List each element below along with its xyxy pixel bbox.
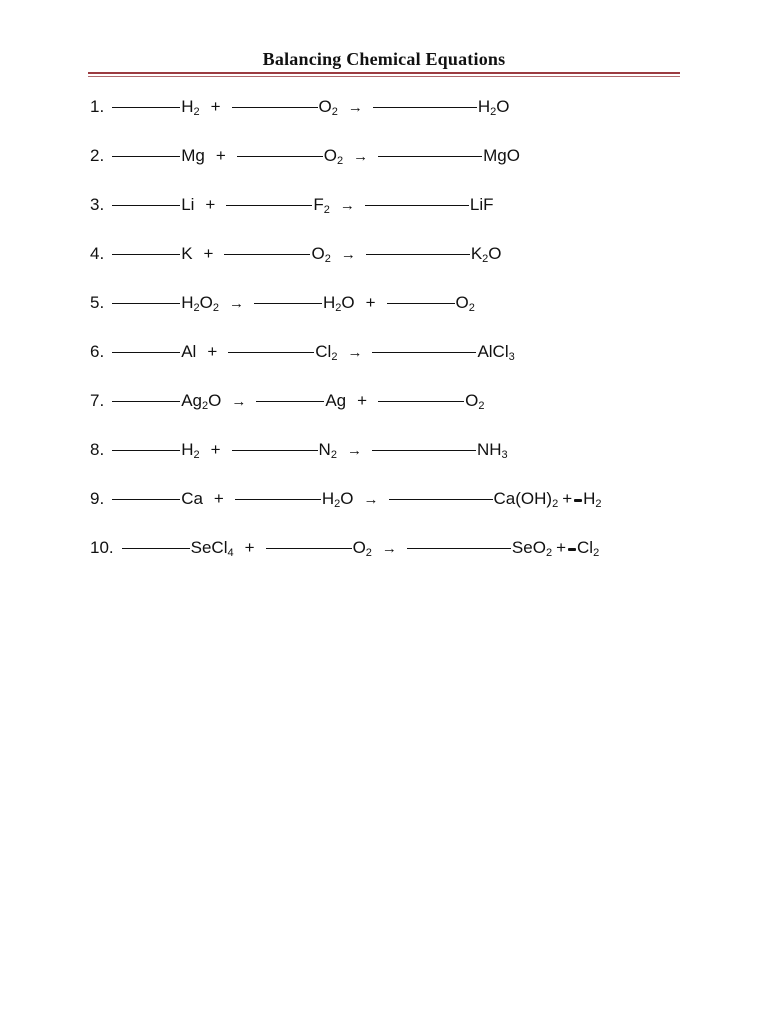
coefficient-blank[interactable] <box>112 107 180 108</box>
arrow-icon: → <box>363 491 379 508</box>
coefficient-blank[interactable] <box>373 107 477 108</box>
plus-sign: + <box>210 440 221 459</box>
formula: K <box>181 244 193 263</box>
coefficient-blank[interactable] <box>365 205 469 206</box>
formula: H <box>477 97 491 116</box>
formula: SeO <box>511 538 546 557</box>
formula: Cl <box>315 342 332 361</box>
formula: N <box>318 440 331 459</box>
formula: K <box>470 244 483 263</box>
coefficient-blank[interactable] <box>232 450 318 451</box>
equation-10: 10. SeCl$_4$ + $O_2 \to SeO_2 + Cl_2$ <box>90 538 600 559</box>
coefficient-blank[interactable] <box>228 352 314 353</box>
formula: NH <box>476 440 502 459</box>
formula: Ca(OH) <box>493 489 553 508</box>
coefficient-blank[interactable] <box>237 156 323 157</box>
formula: F <box>313 195 324 214</box>
arrow-icon: → <box>339 197 355 214</box>
formula: Ag <box>181 391 202 410</box>
equation-number: 7. <box>90 391 105 410</box>
formula: O <box>323 146 337 165</box>
equation-2: 2. $Mg + O_2$ → MgO <box>90 146 520 167</box>
formula: Li <box>181 195 195 214</box>
arrow-icon: → <box>347 344 363 361</box>
coefficient-blank[interactable] <box>256 401 324 402</box>
arrow-icon: → <box>347 99 363 116</box>
formula: Al <box>181 342 197 361</box>
coefficient-blank[interactable] <box>372 450 476 451</box>
coefficient-blank[interactable] <box>232 107 318 108</box>
coefficient-blank[interactable] <box>254 303 322 304</box>
coefficient-blank[interactable] <box>389 499 493 500</box>
formula: H <box>181 293 194 312</box>
equation-7: 7. $Ag_2O \to Ag + O_2$ <box>90 391 485 412</box>
plus-sign: + <box>205 195 216 214</box>
formula: H <box>321 489 335 508</box>
equation-1: 1. $H_2 + O_2 \to H_2O$ <box>90 97 510 118</box>
formula: Mg <box>181 146 205 165</box>
plus-sign: + <box>556 538 567 557</box>
handwritten-mark <box>568 548 576 551</box>
formula: AlCl <box>477 342 509 361</box>
plus-sign: + <box>210 97 221 116</box>
equation-number: 10. <box>90 538 114 557</box>
coefficient-blank[interactable] <box>112 352 180 353</box>
equation-4: 4. $K + O_2 \to K_2O$ <box>90 244 502 265</box>
title-divider-thin <box>88 76 680 77</box>
coefficient-blank[interactable] <box>112 254 180 255</box>
coefficient-blank[interactable] <box>366 254 470 255</box>
title-divider <box>88 72 680 74</box>
formula: H <box>583 489 596 508</box>
page-title: Balancing Chemical Equations <box>262 49 506 69</box>
plus-sign: + <box>203 244 214 263</box>
formula: Cl <box>577 538 594 557</box>
plus-sign: + <box>365 293 376 312</box>
coefficient-blank[interactable] <box>112 499 180 500</box>
coefficient-blank[interactable] <box>112 205 180 206</box>
coefficient-blank[interactable] <box>235 499 321 500</box>
plus-sign: + <box>562 489 573 508</box>
coefficient-blank[interactable] <box>387 303 455 304</box>
plus-sign: + <box>207 342 218 361</box>
formula: O <box>455 293 469 312</box>
plus-sign: + <box>213 489 224 508</box>
formula: Ca <box>181 489 203 508</box>
equation-9: 9. $Ca + H_2O \to Ca(OH)_2 + H_2$ <box>90 489 602 510</box>
coefficient-blank[interactable] <box>372 352 476 353</box>
coefficient-blank[interactable] <box>112 450 180 451</box>
arrow-icon: → <box>353 148 369 165</box>
formula: SeCl <box>190 538 228 557</box>
formula: Ag <box>325 391 347 410</box>
coefficient-blank[interactable] <box>112 303 180 304</box>
coefficient-blank[interactable] <box>266 548 352 549</box>
formula: O <box>352 538 366 557</box>
coefficient-blank[interactable] <box>226 205 312 206</box>
formula: LiF <box>469 195 494 214</box>
plus-sign: + <box>215 146 226 165</box>
arrow-icon: → <box>381 540 397 557</box>
equation-number: 5. <box>90 293 105 312</box>
equation-number: 6. <box>90 342 105 361</box>
formula: H <box>181 97 194 116</box>
arrow-icon: → <box>228 295 244 312</box>
arrow-icon: → <box>340 246 356 263</box>
formula: O <box>311 244 325 263</box>
equation-number: 3. <box>90 195 105 214</box>
handwritten-mark <box>574 499 582 502</box>
equation-5: 5. $H_2O_2 \to H_2O + O_2$ <box>90 293 475 314</box>
plus-sign: + <box>357 391 368 410</box>
arrow-icon: → <box>231 393 247 410</box>
formula: H <box>181 440 194 459</box>
coefficient-blank[interactable] <box>112 401 180 402</box>
coefficient-blank[interactable] <box>407 548 511 549</box>
equation-3: 3. $Li + F_2$ → LiF <box>90 195 494 216</box>
formula: H <box>322 293 336 312</box>
coefficient-blank[interactable] <box>378 401 464 402</box>
coefficient-blank[interactable] <box>112 156 180 157</box>
coefficient-blank[interactable] <box>122 548 190 549</box>
coefficient-blank[interactable] <box>378 156 482 157</box>
plus-sign: + <box>244 538 255 557</box>
equation-number: 4. <box>90 244 105 263</box>
equation-number: 9. <box>90 489 105 508</box>
equation-6: 6. $Al + Cl_2$ → AlCl$_3$ <box>90 342 515 363</box>
formula: O <box>465 391 479 410</box>
equation-number: 1. <box>90 97 105 116</box>
coefficient-blank[interactable] <box>224 254 310 255</box>
equation-number: 8. <box>90 440 105 459</box>
formula: O <box>318 97 332 116</box>
equation-8: 8. $H_2 + N_2 \to NH_3$ <box>90 440 508 461</box>
formula: MgO <box>483 146 520 165</box>
arrow-icon: → <box>346 442 362 459</box>
equation-number: 2. <box>90 146 105 165</box>
